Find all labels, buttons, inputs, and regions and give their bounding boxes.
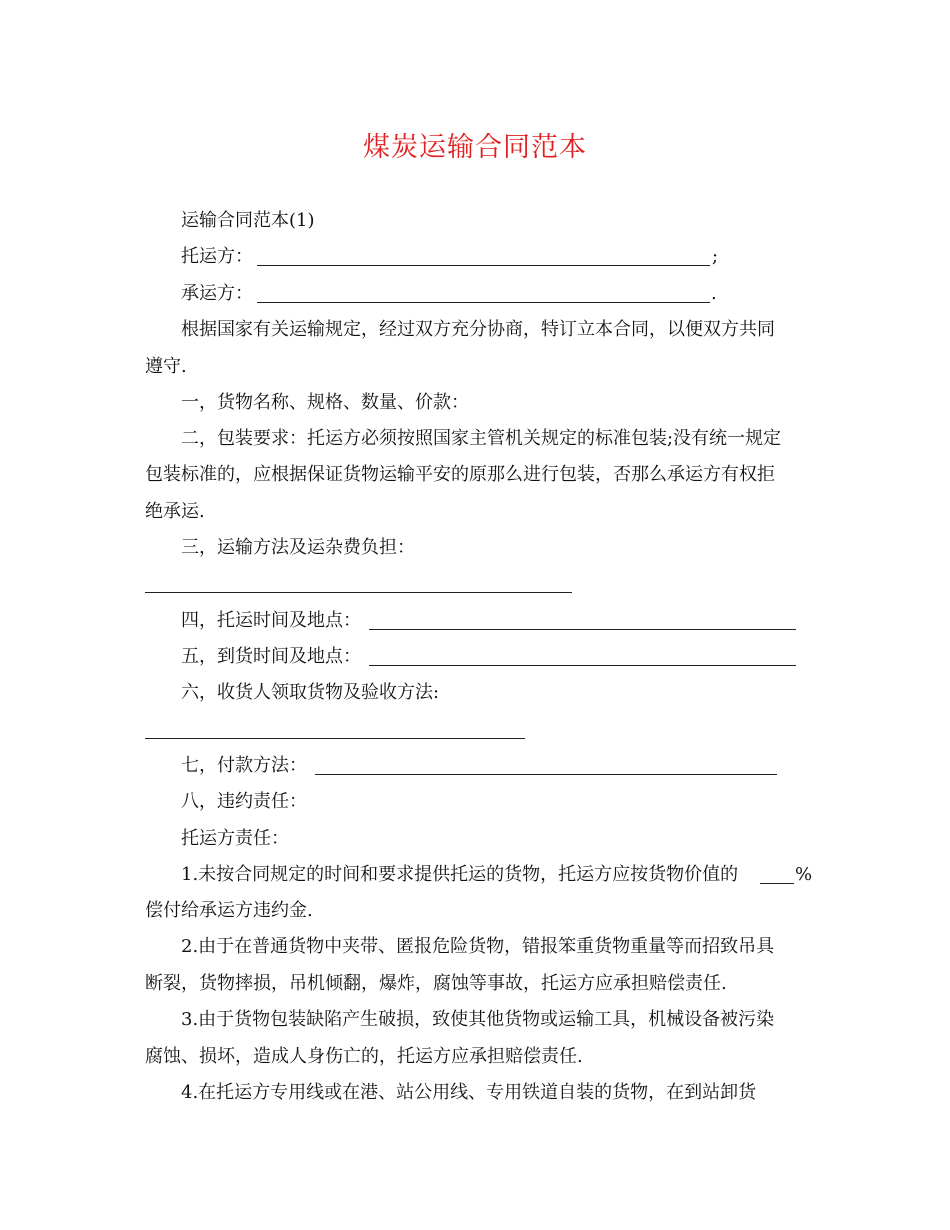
intro-line-2: 遵守. — [145, 356, 187, 377]
item-6-blank-line — [145, 738, 525, 739]
carrier-label: 承运方： — [181, 283, 253, 304]
intro-line-1: 根据国家有关运输规定，经过双方充分协商，特订立本合同，以便双方共同 — [181, 319, 775, 340]
percent-blank-line — [760, 883, 794, 884]
item-8: 八，违约责任： — [181, 791, 307, 812]
item-5-blank-line — [369, 665, 796, 666]
item-2-line-1: 二，包装要求：托运方必须按照国家主管机关规定的标准包装;没有统一规定 — [181, 428, 782, 449]
clause-3-line-2: 腐蚀、损坏，造成人身伤亡的，托运方应承担赔偿责任. — [145, 1046, 583, 1067]
shipper-label: 托运方： — [181, 246, 253, 267]
clause-4-line-1: 4.在托运方专用线或在港、站公用线、专用铁道自装的货物，在到站卸货 — [181, 1082, 757, 1103]
carrier-blank-line — [257, 302, 710, 303]
item-2-line-2: 包装标准的，应根据保证货物运输平安的原那么进行包装，否那么承运方有权拒 — [145, 464, 775, 485]
contract-heading: 运输合同范本(1) — [181, 210, 315, 231]
shipper-end-punct: ; — [712, 246, 719, 267]
item-4-blank-line — [369, 629, 796, 630]
item-7: 七，付款方法： — [181, 755, 307, 776]
shipper-blank-line — [257, 265, 710, 266]
clause-3-line-1: 3.由于货物包装缺陷产生破损，致使其他货物或运输工具，机械设备被污染 — [181, 1009, 775, 1030]
clause-1-line-2: 偿付给承运方违约金. — [145, 900, 313, 921]
carrier-end-punct: . — [711, 283, 717, 304]
item-7-blank-line — [315, 774, 777, 775]
item-2-line-3: 绝承运. — [145, 501, 205, 522]
item-5: 五，到货时间及地点： — [181, 646, 361, 667]
item-6: 六，收货人领取货物及验收方法: — [181, 682, 440, 703]
clause-1-line-1: 1.未按合同规定的时间和要求提供托运的货物，托运方应按货物价值的 — [181, 864, 739, 885]
item-3: 三，运输方法及运杂费负担： — [181, 537, 415, 558]
item-4: 四，托运时间及地点： — [181, 610, 361, 631]
clause-2-line-1: 2.由于在普通货物中夹带、匿报危险货物，错报笨重货物重量等而招致吊具 — [181, 936, 775, 957]
shipper-liability-heading: 托运方责任： — [181, 828, 289, 849]
percent-sign: % — [795, 864, 813, 885]
item-1: 一，货物名称、规格、数量、价款： — [181, 392, 469, 413]
document-title: 煤炭运输合同范本 — [363, 132, 587, 163]
item-3-blank-line — [145, 592, 572, 593]
clause-2-line-2: 断裂，货物摔损，吊机倾翻，爆炸，腐蚀等事故，托运方应承担赔偿责任. — [145, 973, 727, 994]
